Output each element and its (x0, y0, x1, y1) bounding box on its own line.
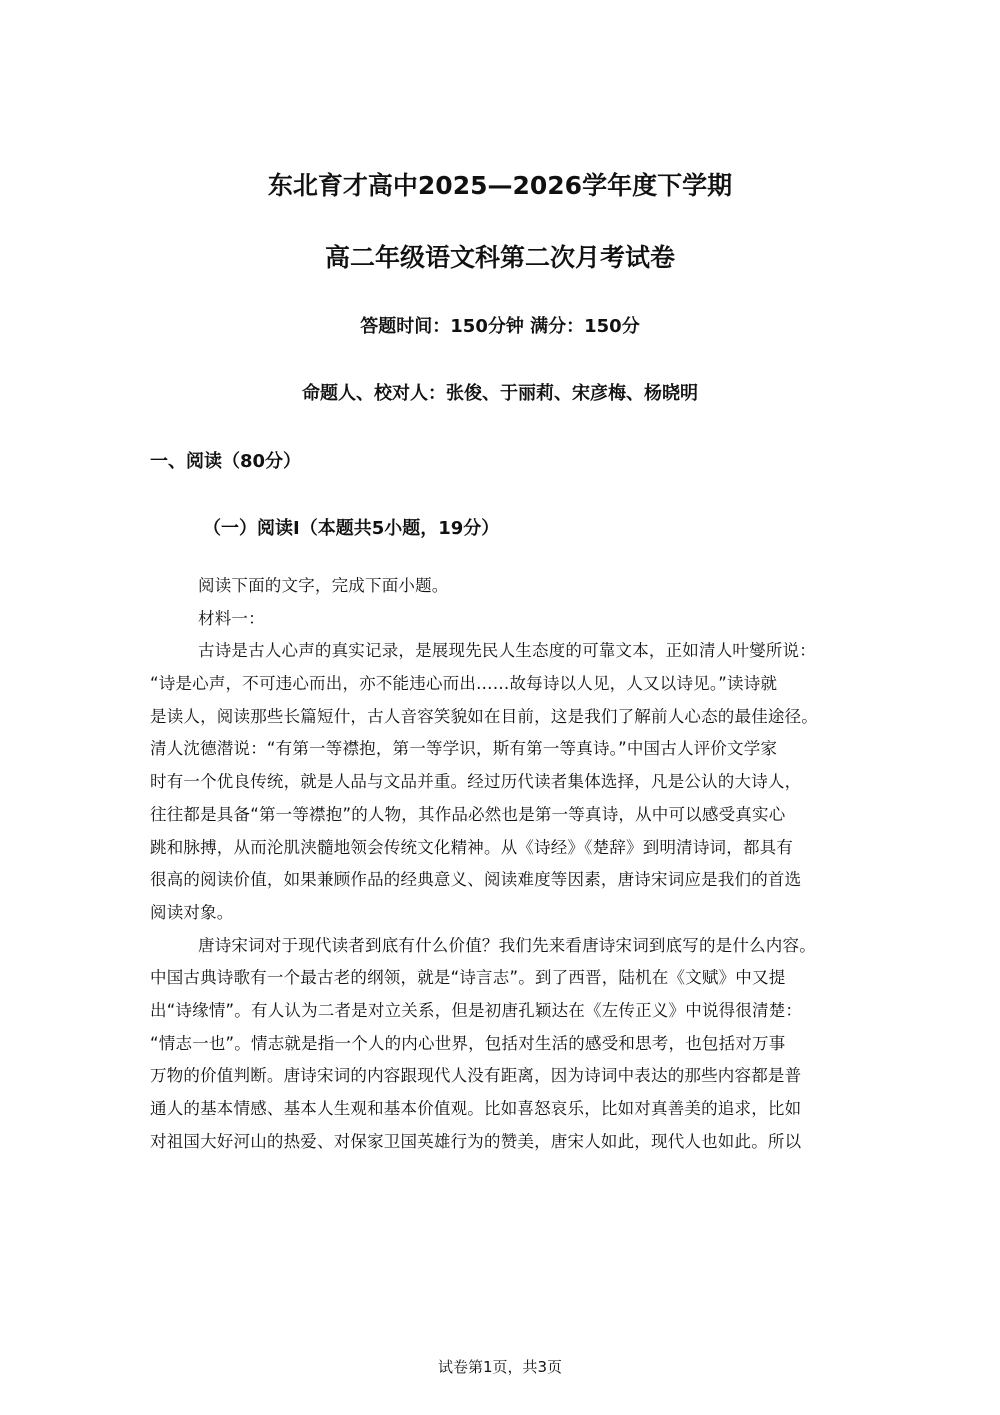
passage-line: 出“诗缘情”。有人认为二者是对立关系，但是初唐孔颖达在《左传正义》中说得很清楚： (150, 1000, 803, 1020)
passage-line: 很高的阅读价值，如果兼顾作品的经典意义、阅读难度等因素，唐诗宋词应是我们的首选 (150, 870, 802, 890)
section-heading: 一、阅读（80分） (150, 451, 302, 472)
instruction-line: 阅读下面的文字，完成下面小题。 (198, 576, 449, 595)
passage-line: 跳和脉搏，从而沦肌浃髓地领会传统文化精神。从《诗经》《楚辞》到明清诗词，都具有 (150, 837, 794, 857)
reading-passage (150, 570, 850, 1158)
passage-line: 万物的价值判断。唐诗宋词的内容跟现代人没有距离，因为诗词中表达的那些内容都是普 (150, 1066, 802, 1086)
exam-title-line1: 东北育才高中2025—2026学年度下学期 (267, 171, 733, 200)
passage-line: “情志一也”。情志就是指一个人的内心世界，包括对生活的感受和思考，也包括对万事 (150, 1033, 786, 1053)
passage-line: 中国古典诗歌有一个最古老的纲领，就是“诗言志”。到了西晋，陆机在《文赋》中又提 (150, 968, 786, 988)
passage-line: 清人沈德潜说：“有第一等襟抱，第一等学识，斯有第一等真诗。”中国古人评价文学家 (150, 739, 778, 759)
passage-line: “诗是心声，不可违心而出，亦不能违心而出……故每诗以人见，人又以诗见。”读诗就 (150, 674, 778, 694)
exam-info: 答题时间：150分钟 满分：150分 (360, 316, 640, 337)
page-footer: 试卷第1页，共3页 (437, 1358, 563, 1376)
exam-authors: 命题人、校对人：张俊、于丽莉、宋彦梅、杨晓明 (302, 383, 698, 404)
subsection-heading: （一）阅读Ⅰ（本题共5小题，19分） (203, 518, 500, 539)
passage-line: 阅读对象。 (150, 902, 234, 922)
passage-line: 往往都是具备“第一等襟抱”的人物，其作品必然也是第一等真诗，从中可以感受真实心 (150, 804, 786, 824)
passage-line: 对祖国大好河山的热爱、对保家卫国英雄行为的赞美，唐宋人如此，现代人也如此。所以 (150, 1131, 802, 1151)
passage-line: 古诗是古人心声的真实记录，是展现先民人生态度的可靠文本，正如清人叶燮所说： (198, 641, 816, 661)
exam-title-line2: 高二年级语文科第二次月考试卷 (324, 243, 675, 272)
material-label: 材料一： (198, 608, 265, 628)
passage-line: 时有一个优良传统，就是人品与文品并重。经过历代读者集体选择，凡是公认的大诗人， (150, 772, 802, 792)
passage-line: 是读人，阅读那些长篇短什，古人音容笑貌如在目前，这是我们了解前人心态的最佳途径。 (150, 706, 818, 726)
passage-line: 唐诗宋词对于现代读者到底有什么价值？我们先来看唐诗宋词到底写的是什么内容。 (198, 935, 816, 955)
passage-line: 通人的基本情感、基本人生观和基本价值观。比如喜怒哀乐，比如对真善美的追求，比如 (150, 1099, 802, 1118)
